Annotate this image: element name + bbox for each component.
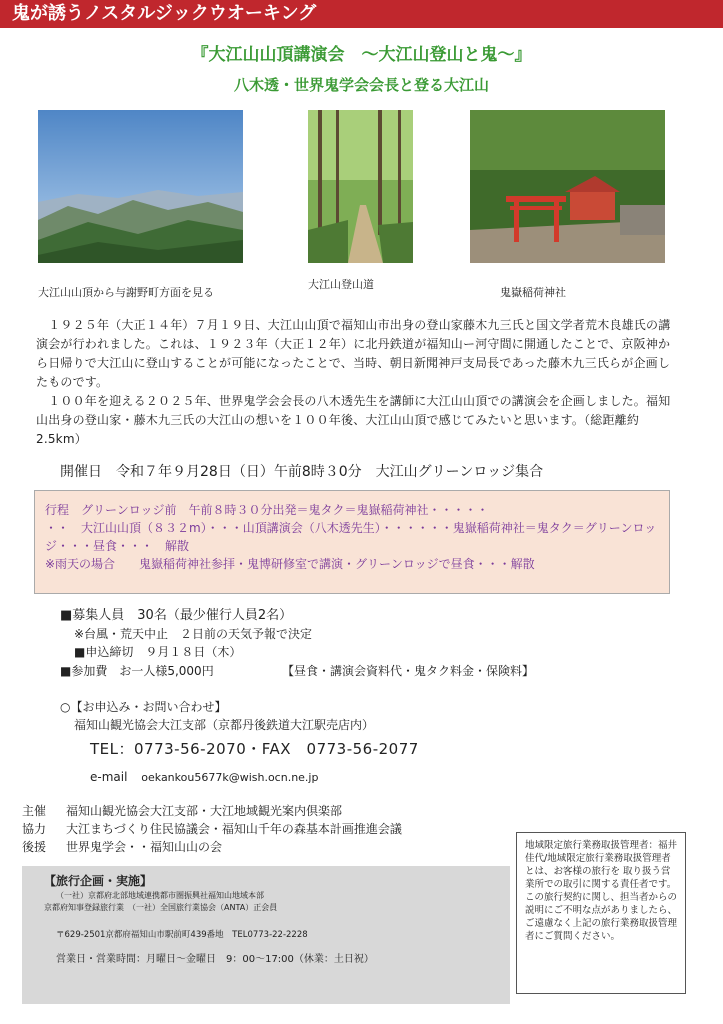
sponsor-row	[22, 820, 402, 838]
sponsor-row	[22, 838, 402, 856]
travel-manager-notice: 地域限定旅行業務取扱管理者：福井佳代/地域限定旅行業務取扱管理者とは、お客様の旅行を 取り扱う営業所での取引に関する責任者です。 この旅行契約に関し、担当者からの説明にご不明な点がありましたら、ご遠慮なく上記の旅行業務取扱管理者にご質問ください。	[516, 832, 686, 994]
photo-summit-view	[38, 110, 243, 263]
sponsor-role: 協力	[22, 822, 47, 836]
itinerary-box	[34, 490, 670, 594]
event-description	[36, 316, 676, 449]
typhoon-note: ※台風・荒天中止 ２日前の天気予報で決定	[74, 627, 313, 641]
itinerary-line: 行程 グリーンロッジ前 午前８時３０分出発＝鬼タク＝鬼嶽稲荷神社・・・・・	[45, 503, 489, 517]
agency-box	[22, 866, 510, 1004]
email-address[interactable]: oekankou5677k@wish.ocn.ne.jp	[141, 771, 319, 784]
fee-includes: 【昼食・講演会資料代・鬼タク料金・保険料】	[282, 664, 535, 678]
email-label: e-mail	[90, 770, 128, 784]
contact-heading: ○【お申込み・お問い合わせ】	[60, 700, 227, 714]
agency-title: 【旅行企画・実施】	[44, 874, 153, 888]
agency-hours: 営業日・営業時間：月曜日～金曜日 9：00～17:00（休業：土日祝）	[56, 954, 374, 965]
agency-address: 〒629-2501京都府福知山市駅前町439番地 TEL0773-22-2228	[56, 930, 308, 940]
photo-caption-trail: 大江山登山道	[308, 278, 374, 291]
photo-trail	[308, 110, 413, 263]
event-subtitle: 八木透・世界鬼学会会長と登る大江山	[233, 76, 489, 94]
photo-caption-summit: 大江山山頂から与謝野町方面を見る	[38, 286, 214, 299]
event-date: 開催日 令和７年９月28日（日）午前8時３0分 大江山グリーンロッジ集合	[60, 464, 544, 480]
contact-phone: TEL：0773-56-2070・FAX 0773-56-2077	[90, 740, 419, 758]
sponsors-list	[22, 802, 402, 856]
description-paragraph: １９２５年（大正１４年）７月１９日、大江山山頂で福知山市出身の登山家藤木九三氏と国文学者荒木良雄氏の講演会が行われました。これは、１９２３年（大正１２年）に北丹鉄道が福知山ー河守間に開通したことで、京阪神から日帰りで大江山に登山することが可能になったことで、当時、朝日新聞神戸支局長であった藤木九三氏らが企画したものです。	[36, 318, 671, 389]
sponsor-name: 世界鬼学会・・福知山山の会	[66, 840, 223, 854]
header-banner: 鬼が誘うノスタルジックウオーキング	[0, 0, 723, 28]
sponsor-name: 大江まちづくり住民協議会・福知山千年の森基本計画推進会議	[66, 822, 402, 836]
sponsor-name: 福知山観光協会大江支部・大江地域観光案内倶楽部	[66, 804, 343, 818]
agency-line: （一社）京都府北部地域連携都市圏振興社福知山地域本部	[56, 891, 264, 900]
sponsor-role: 主催	[22, 804, 47, 818]
deadline-info: ■申込締切 ９月１８日（木）	[74, 645, 242, 659]
event-title: 『大江山山頂講演会 ～大江山登山と鬼～』	[191, 45, 532, 65]
contact-email-row	[90, 770, 318, 784]
itinerary-line: ・・ 大江山山頂（８３２m）・・・山頂講演会（八木透先生）・・・・・・鬼嶽稲荷神社＝鬼タク＝グリーンロッジ・・・昼食・・・ 解散	[45, 521, 657, 553]
sponsor-role: 後援	[22, 840, 47, 854]
itinerary-line: ※雨天の場合 鬼嶽稲荷神社参拝・鬼博研修室で講演・グリーンロッジで昼食・・・解散	[45, 557, 535, 571]
agency-line: 京都府知事登録旅行業 （一社）全国旅行業協会（ANTA）正会員	[44, 903, 278, 912]
photo-caption-shrine: 鬼嶽稲荷神社	[500, 286, 566, 299]
fee-info: ■参加費 お一人様5,000円	[60, 664, 214, 678]
contact-org: 福知山観光協会大江支部（京都丹後鉄道大江駅売店内）	[74, 718, 375, 732]
photo-shrine	[470, 110, 665, 263]
sponsor-row	[22, 802, 402, 820]
capacity-info: ■募集人員 30名（最少催行人員2名）	[60, 608, 293, 623]
description-paragraph: １００年を迎える２０２５年、世界鬼学会会長の八木透先生を講師に大江山山頂での講演会を企画しました。福知山出身の登山家・藤木九三氏の大江山の想いを１００年後、大江山山頂で感じてみたいと思います。（総距離約2.5km）	[36, 394, 671, 446]
